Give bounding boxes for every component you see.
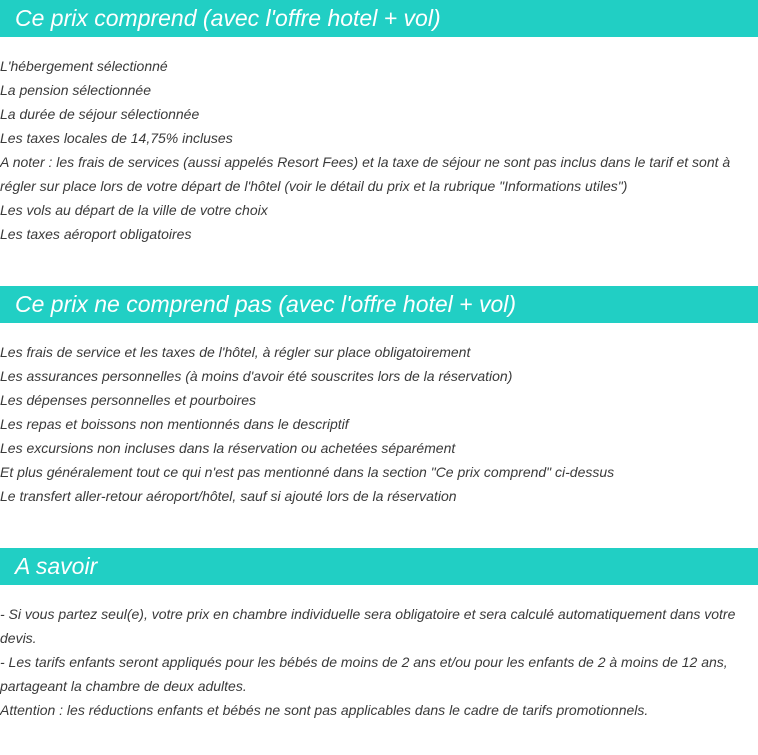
list-item: - Les tarifs enfants seront appliqués pour les bébés de moins de 2 ans et/ou pour les enfants de 2 à moins de 12 ans, partageant la chambre de deux adultes. [0,654,728,694]
list-item: Les frais de service et les taxes de l'hôtel, à régler sur place obligatoirement [0,344,471,360]
section-header [0,286,758,323]
good-to-know-list [0,585,758,722]
list-item: Les taxes locales de 14,75% incluses [0,130,233,146]
list-item: - Si vous partez seul(e), votre prix en chambre individuelle sera obligatoire et sera calculé automatiquement dans votre devis. [0,606,736,646]
list-item: Les assurances personnelles (à moins d'avoir été souscrites lors de la réservation) [0,368,513,384]
list-item: Les excursions non incluses dans la réservation ou achetées séparément [0,440,456,456]
price-includes-section [0,0,758,246]
section-header [0,548,758,585]
list-item: L'hébergement sélectionné [0,58,168,74]
list-item: Et plus généralement tout ce qui n'est pas mentionné dans la section "Ce prix comprend" ci-dessus [0,464,615,480]
list-item: Les taxes aéroport obligatoires [0,226,192,242]
section-title: Ce prix ne comprend pas (avec l'offre hotel + vol) [15,291,517,317]
list-item: Les dépenses personnelles et pourboires [0,392,257,408]
included-items-list [0,37,758,246]
list-item: La durée de séjour sélectionnée [0,106,200,122]
list-item: Les vols au départ de la ville de votre choix [0,202,268,218]
list-item: A noter : les frais de services (aussi appelés Resort Fees) et la taxe de séjour ne sont pas inclus dans le tarif et sont à régler sur place lors de votre départ de l'hôtel (voir le détail du prix et la rubrique "Informations utiles") [0,154,731,194]
good-to-know-section [0,548,758,722]
list-item: Les repas et boissons non mentionnés dans le descriptif [0,416,349,432]
section-header [0,0,758,37]
list-item: La pension sélectionnée [0,82,152,98]
section-title: A savoir [15,553,98,579]
list-item: Le transfert aller-retour aéroport/hôtel, sauf si ajouté lors de la réservation [0,488,457,504]
price-excludes-section [0,286,758,508]
section-title: Ce prix comprend (avec l'offre hotel + vol) [15,5,441,31]
excluded-items-list [0,323,758,508]
list-item: Attention : les réductions enfants et bébés ne sont pas applicables dans le cadre de tarifs promotionnels. [0,702,649,718]
